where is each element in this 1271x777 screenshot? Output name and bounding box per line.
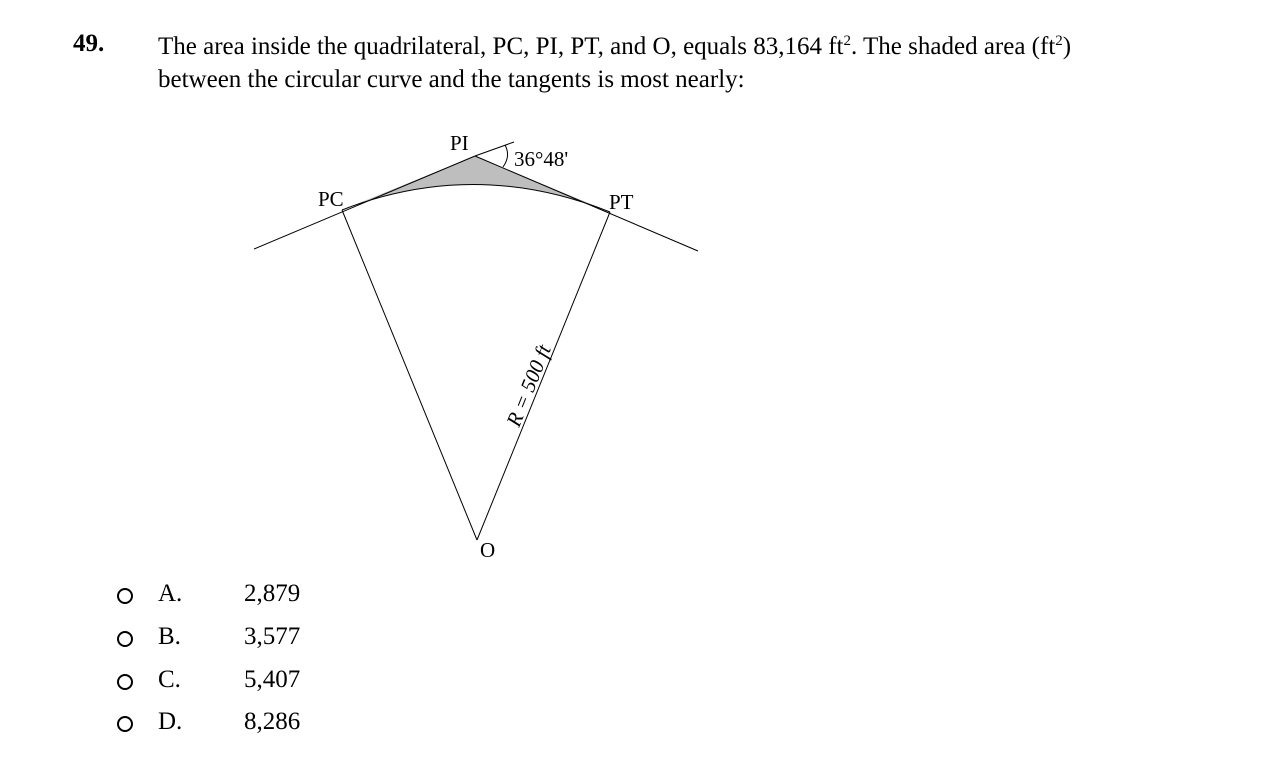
question-text-part2: . The shaded area (ft	[850, 33, 1056, 60]
radio-button-b[interactable]	[117, 631, 133, 647]
radio-button-a[interactable]	[117, 588, 133, 604]
choice-b-value: 3,577	[244, 623, 301, 650]
question-text-line2: between the circular curve and the tangents is most nearly:	[158, 66, 745, 93]
label-pi: PI	[450, 131, 469, 155]
choice-d-letter: D.	[158, 708, 183, 735]
superscript-1: 2	[843, 33, 851, 49]
choice-d[interactable]	[112, 708, 372, 740]
shaded-area	[342, 156, 610, 212]
superscript-2: 2	[1055, 33, 1063, 49]
radio-button-c[interactable]	[117, 674, 133, 690]
circular-curve	[342, 184, 610, 212]
question-text-part3: )	[1062, 33, 1072, 60]
choice-b-letter: B.	[158, 623, 181, 650]
label-pc: PC	[318, 187, 344, 211]
radio-button-d[interactable]	[117, 716, 133, 732]
question-number: 49.	[73, 30, 105, 57]
label-angle: 36°48'	[514, 147, 569, 171]
choice-c-value: 5,407	[244, 666, 301, 693]
choice-b[interactable]	[112, 623, 372, 655]
label-pt: PT	[609, 190, 634, 214]
choice-a-letter: A.	[158, 580, 183, 607]
choice-c[interactable]	[112, 666, 372, 698]
choice-d-value: 8,286	[244, 708, 301, 735]
question-text-part1: The area inside the quadrilateral, PC, PI, PT, and O, equals 83,164 ft	[158, 33, 844, 60]
radius-line-pc	[342, 210, 477, 540]
deflection-angle-arc	[503, 145, 508, 167]
tangent-extension-line	[475, 142, 514, 156]
choice-a-value: 2,879	[244, 580, 301, 607]
back-tangent-line	[254, 156, 475, 249]
label-radius: R = 500 ft	[501, 341, 556, 430]
choice-a[interactable]	[112, 580, 372, 612]
label-o: O	[480, 538, 496, 562]
choice-c-letter: C.	[158, 666, 181, 693]
